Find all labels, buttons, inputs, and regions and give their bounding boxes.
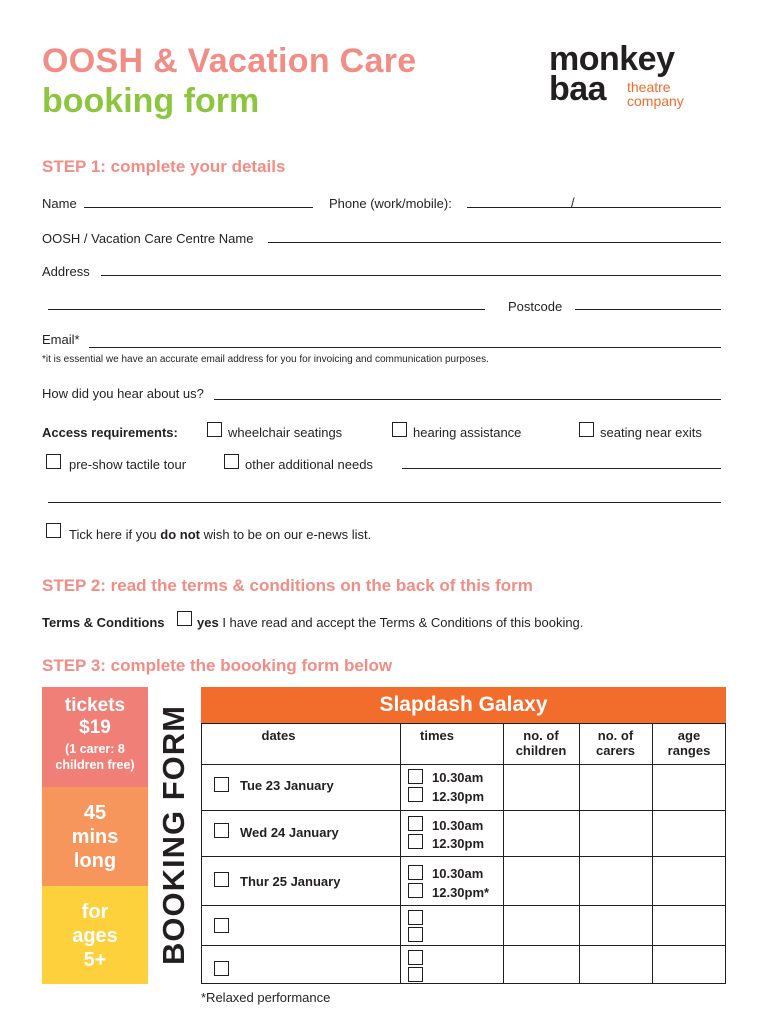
ages-1: for [81, 901, 109, 923]
logo-baa: baa [549, 70, 607, 108]
show-title: Slapdash Galaxy [201, 687, 726, 723]
col-carers [579, 728, 652, 758]
row-divider [201, 856, 726, 857]
ages-3: 5+ [83, 949, 107, 971]
time-label: 12.30pm [432, 789, 485, 804]
col-carers-2: carers [595, 743, 636, 758]
name-field[interactable] [84, 207, 313, 208]
terms-accept-text: I have read and accept the Terms & Conditions of this booking. [218, 615, 584, 630]
col-children-2: children [515, 743, 567, 758]
time-checkbox[interactable] [408, 834, 423, 849]
col-carers-1: no. of [597, 728, 634, 743]
terms-yes: yes [197, 615, 219, 630]
exits-checkbox[interactable] [579, 422, 594, 437]
row-divider [201, 764, 726, 765]
email-field[interactable] [89, 347, 721, 348]
time-checkbox[interactable] [408, 910, 423, 925]
col-ages-2: ranges [667, 743, 711, 758]
tactile-tour-checkbox[interactable] [46, 454, 61, 469]
time-checkbox[interactable] [408, 865, 423, 880]
terms-label: Terms & Conditions [42, 615, 165, 630]
phone-label: Phone (work/mobile): [329, 196, 452, 211]
logo-company: company [627, 93, 684, 109]
duration-1: 45 [83, 802, 107, 824]
email-note: *it is essential we have an accurate email address for you for invoicing and communication purposes. [42, 354, 489, 365]
time-checkbox[interactable] [408, 927, 423, 942]
relaxed-footnote: *Relaxed performance [201, 990, 331, 1005]
enews-prefix: Tick here if you [69, 527, 161, 542]
time-label: 12.30pm [432, 836, 485, 851]
col-children [503, 728, 579, 758]
price-block [42, 687, 148, 787]
price-note-1: (1 carer: 8 [65, 742, 125, 756]
duration-2: mins [71, 826, 119, 848]
price-note-2: children free) [55, 758, 135, 772]
postcode-field[interactable] [575, 309, 721, 310]
col-ages [652, 728, 726, 758]
name-label: Name [42, 196, 77, 211]
centre-field[interactable] [268, 242, 721, 243]
date-label-tue: Tue 23 January [240, 778, 334, 793]
time-checkbox[interactable] [408, 967, 423, 982]
step3-heading: STEP 3: complete the boooking form below [42, 656, 393, 675]
time-label: 10.30am [432, 818, 484, 833]
hear-label: How did you hear about us? [42, 386, 204, 401]
terms-accept [197, 615, 583, 630]
ages-block [42, 886, 148, 984]
row-divider [201, 905, 726, 906]
time-checkbox[interactable] [408, 950, 423, 965]
ages-2: ages [72, 925, 118, 947]
time-checkbox[interactable] [408, 816, 423, 831]
time-label: 10.30am [432, 866, 484, 881]
booking-form-vertical [148, 687, 200, 984]
phone-field[interactable] [467, 207, 721, 208]
access-label: Access requirements: [42, 425, 178, 440]
date-label-thur: Thur 25 January [240, 874, 341, 889]
other-needs-checkbox[interactable] [224, 454, 239, 469]
date-checkbox-thur[interactable] [214, 872, 229, 887]
row-divider [201, 945, 726, 946]
other-needs-field[interactable] [402, 468, 721, 469]
step2-heading: STEP 2: read the terms & conditions on the back of this form [42, 576, 533, 595]
price-title: tickets [64, 695, 126, 716]
other-needs-field-2[interactable] [48, 502, 721, 503]
duration-3: long [73, 850, 117, 872]
hear-field[interactable] [214, 399, 721, 400]
wheelchair-label: wheelchair seatings [228, 425, 343, 440]
date-checkbox-blank[interactable] [214, 918, 229, 933]
form-subtitle: booking form [42, 82, 260, 120]
form-title: OOSH & Vacation Care [42, 42, 417, 80]
exits-label: seating near exits [600, 425, 702, 440]
col-ages-1: age [677, 728, 701, 743]
address-label: Address [42, 264, 90, 279]
address-field[interactable] [101, 275, 721, 276]
monkey-baa-logo [549, 40, 729, 112]
time-label: 12.30pm* [432, 885, 490, 900]
terms-checkbox[interactable] [177, 611, 192, 626]
phone-separator: / [571, 195, 575, 210]
duration-block [42, 787, 148, 886]
wheelchair-checkbox[interactable] [207, 422, 222, 437]
enews-label [69, 527, 371, 542]
step1-heading: STEP 1: complete your details [42, 157, 286, 176]
time-checkbox[interactable] [408, 787, 423, 802]
hearing-label: hearing assistance [413, 425, 522, 440]
col-children-1: no. of [523, 728, 559, 743]
address-line-2-field[interactable] [48, 309, 485, 310]
row-divider [201, 810, 726, 811]
date-label-wed: Wed 24 January [240, 825, 339, 840]
booking-form-label: BOOKING FORM [156, 705, 191, 965]
date-checkbox-blank[interactable] [214, 961, 229, 976]
col-times: times [420, 728, 454, 743]
logo-monkey: monkey [549, 40, 675, 78]
time-label: 10.30am [432, 770, 484, 785]
price-value: $19 [79, 717, 111, 738]
email-label: Email* [42, 332, 80, 347]
tactile-tour-label: pre-show tactile tour [69, 457, 187, 472]
other-needs-label: other additional needs [245, 457, 373, 472]
date-checkbox-wed[interactable] [214, 823, 229, 838]
enews-bold: do not [160, 527, 200, 542]
time-checkbox[interactable] [408, 883, 423, 898]
logo-theatre: theatre [627, 79, 671, 95]
postcode-label: Postcode [508, 299, 563, 314]
centre-label: OOSH / Vacation Care Centre Name [42, 231, 254, 246]
hearing-checkbox[interactable] [392, 422, 407, 437]
enews-suffix: wish to be on our e-news list. [200, 527, 372, 542]
time-checkbox[interactable] [408, 769, 423, 784]
date-checkbox-tue[interactable] [214, 777, 229, 792]
col-dates: dates [261, 728, 296, 743]
enews-checkbox[interactable] [46, 523, 61, 538]
